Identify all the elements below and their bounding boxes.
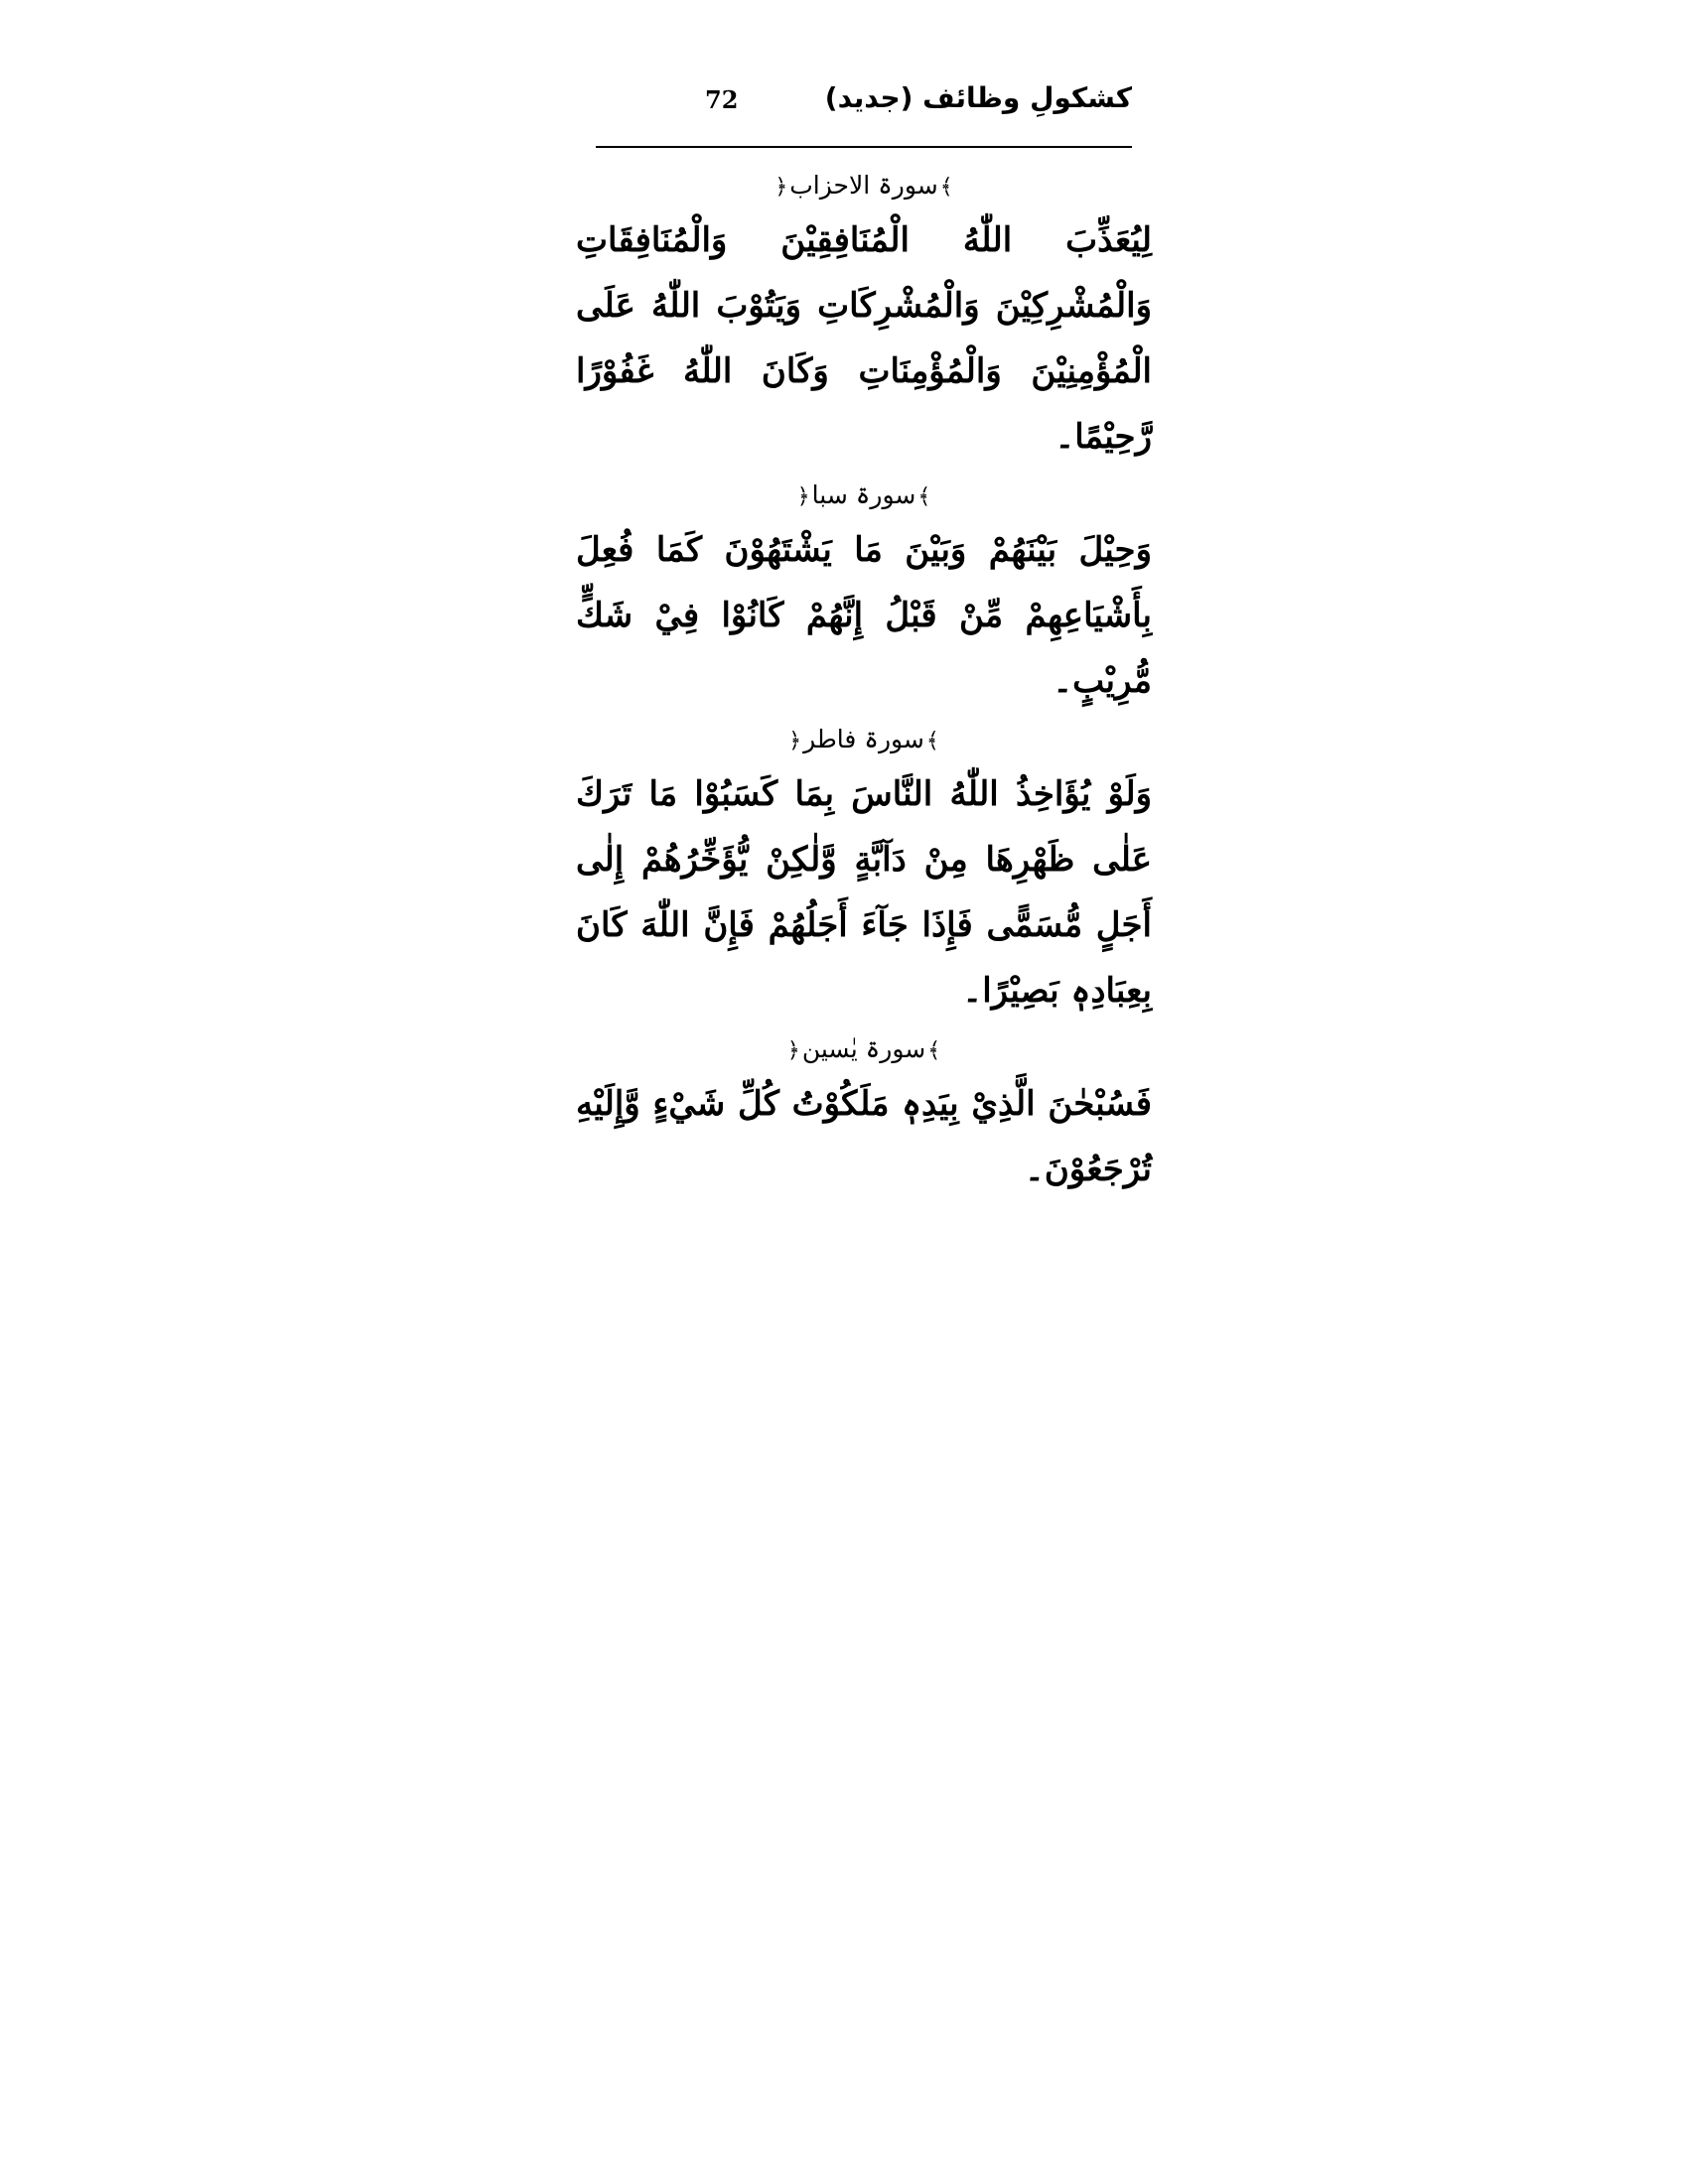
text-column bbox=[576, 164, 1152, 1206]
section-yaseen bbox=[576, 1027, 1152, 1202]
ornament-bracket-icon: ﴾ bbox=[939, 174, 953, 200]
surah-heading bbox=[576, 164, 1152, 207]
ornament-bracket-icon: ﴾ bbox=[917, 483, 931, 509]
ornament-bracket-icon: ﴿ bbox=[774, 174, 788, 200]
page-number: 72 bbox=[705, 85, 739, 114]
ornament-bracket-icon: ﴾ bbox=[927, 1037, 941, 1063]
section-fatir bbox=[576, 718, 1152, 1024]
ornament-bracket-icon: ﴿ bbox=[796, 483, 810, 509]
running-header bbox=[596, 81, 1132, 129]
section-saba bbox=[576, 474, 1152, 714]
surah-heading-label: سورۃ الاحزاب bbox=[789, 171, 938, 200]
section-al-ahzab bbox=[576, 164, 1152, 470]
verse-text: لِيُعَذِّبَ اللّٰهُ الْمُنَافِقِيْنَ وَالْمُنَافِقَاتِ وَالْمُشْرِكِيْنَ وَالْمُشْرِكَاتِ وَيَتُوْبَ اللّٰهُ عَلَى الْمُؤْمِنِيْنَ وَالْمُؤْمِنَاتِ وَكَانَ اللّٰهُ غَفُوْرًا رَّحِيْمًا۔ bbox=[576, 220, 1152, 457]
surah-heading-label: سورۃ سبا bbox=[811, 480, 916, 509]
book-title: کشکولِ وظائف (جدید) bbox=[824, 81, 1132, 114]
header-divider bbox=[596, 146, 1132, 148]
ornament-bracket-icon: ﴿ bbox=[786, 1037, 800, 1063]
surah-heading-label: سورۃ یٰسین bbox=[801, 1034, 926, 1063]
surah-heading-label: سورۃ فاطر bbox=[803, 725, 924, 753]
verse-text: فَسُبْحٰنَ الَّذِيْ بِيَدِهٖ مَلَكُوْتُ كُلِّ شَيْءٍ وَّإِلَيْهِ تُرْجَعُوْنَ۔ bbox=[576, 1084, 1152, 1189]
surah-heading bbox=[576, 1027, 1152, 1071]
verse-text: وَحِيْلَ بَيْنَهُمْ وَبَيْنَ مَا يَشْتَهُوْنَ كَمَا فُعِلَ بِأَشْيَاعِهِمْ مِّنْ قَبْلُ إِنَّهُمْ كَانُوْا فِيْ شَكٍّ مُّرِيْبٍ۔ bbox=[576, 530, 1152, 701]
verse-text: وَلَوْ يُؤَاخِذُ اللّٰهُ النَّاسَ بِمَا كَسَبُوْا مَا تَرَكَ عَلٰى ظَهْرِهَا مِنْ دَآبَّةٍ وَّلٰكِنْ يُّؤَخِّرُهُمْ إِلٰى أَجَلٍ مُّسَمًّى فَإِذَا جَآءَ أَجَلُهُمْ فَإِنَّ اللّٰهَ كَانَ بِعِبَادِهٖ بَصِيْرًا۔ bbox=[576, 774, 1152, 1011]
ornament-bracket-icon: ﴾ bbox=[925, 728, 939, 753]
surah-heading bbox=[576, 474, 1152, 517]
ornament-bracket-icon: ﴿ bbox=[788, 728, 802, 753]
surah-heading bbox=[576, 718, 1152, 761]
